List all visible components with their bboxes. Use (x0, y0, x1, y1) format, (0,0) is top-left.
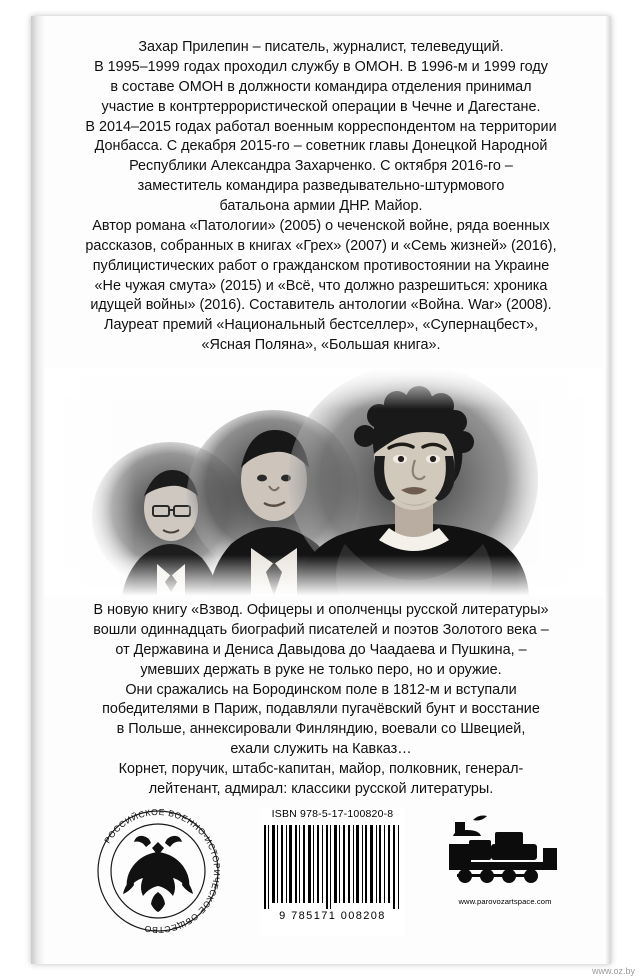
bio-line: «Ясная Поляна», «Большая книга». (201, 337, 441, 354)
bio-line: В 2014–2015 годах работал военным корреспондентом на территории (85, 118, 557, 135)
isbn-label: ISBN 978-5-17-100820-8 (271, 808, 394, 820)
description-line: умевших держать в руке не только перо, но и оружие. (140, 661, 502, 678)
bio-line: «Не чужая смута» (2015) и «Всё, что должно разрешиться: хроника (94, 277, 548, 294)
description-line: Корнет, поручик, штабс-капитан, майор, полковник, генерал- (118, 761, 524, 777)
publisher-url: www.parovozartspace.com (458, 897, 552, 906)
description-line: В новую книгу «Взвод. Офицеры и ополченцы русской литературы» (93, 602, 549, 618)
description-line: победителями в Париж, подавляли пугачёвский бунт и восстание (102, 701, 540, 718)
author-biography-block (65, 38, 577, 356)
bio-line: заместитель командира разведывательно-штурмового (137, 178, 505, 195)
bio-line: участие в контртеррористической операции в Чечне и Дагестане. (101, 98, 541, 115)
bio-line: Автор романа «Патологии» (2005) о чеченской войне, ряда военных (92, 217, 550, 234)
bio-line: В 1995–1999 годах проходил службу в ОМОН. В 1996-м и 1999 году (94, 58, 548, 75)
locomotive-icon (443, 814, 567, 888)
cover-footer-badges (45, 798, 605, 948)
book-back-cover (31, 16, 611, 964)
book-description-block (65, 601, 577, 800)
barcode-number: 9 785171 008208 (279, 910, 386, 922)
barcode-graphic (260, 823, 403, 909)
site-watermark: www.oz.by (591, 966, 635, 976)
portrait-artwork-svg (45, 368, 605, 596)
bio-line: в составе ОМОН в должности командира отделения принимал (110, 78, 532, 95)
bio-line: Республики Александра Захарченко. С октября 2016-го – (129, 158, 513, 175)
bio-line: публицистических работ о гражданском противостоянии на Украине (92, 257, 550, 274)
military-historical-society-emblem (93, 806, 223, 936)
bio-line: Донбасса. С декабря 2015-го – советник главы Донецкой Народной (94, 138, 548, 155)
emblem-circular-text: РОССИЙСКОЕ ВОЕННО-ИСТОРИЧЕСКОЕ ОБЩЕСТВО (102, 806, 223, 936)
bio-line: рассказов, собранных в книгах «Грех» (2007) и «Семь жизней» (2016), (85, 237, 557, 254)
publisher-logo-block (430, 814, 580, 906)
bio-line: идущей войны» (2016). Составитель антологии «Война. War» (2008). (90, 297, 552, 314)
description-line: в Польше, аннексировали Финляндию, воевали со Швецией, (116, 721, 526, 738)
cover-spine-shading (31, 16, 45, 964)
double-headed-eagle-icon (123, 836, 193, 912)
description-line: Они сражались на Бородинском поле в 1812-м и вступали (125, 681, 517, 698)
description-line: ехали служить на Кавказ… (230, 741, 412, 758)
description-line: лейтенант, адмирал: классики русской литературы. (148, 780, 494, 797)
emblem-svg (93, 806, 223, 936)
bio-line: Лауреат премий «Национальный бестселлер», «Супернацбест», (104, 317, 538, 334)
cover-right-edge-shading (605, 16, 611, 964)
bio-line: батальона армии ДНР. Майор. (219, 198, 423, 214)
description-line: от Державина и Дениса Давыдова до Чаадаева и Пушкина, – (115, 641, 527, 658)
description-line: вошли одиннадцать биографий писателей и поэтов Золотого века – (93, 621, 549, 638)
bio-line: Захар Прилепин – писатель, журналист, телеведущий. (138, 39, 504, 55)
cover-portrait-illustration (45, 368, 605, 596)
isbn-barcode-block (260, 808, 405, 936)
